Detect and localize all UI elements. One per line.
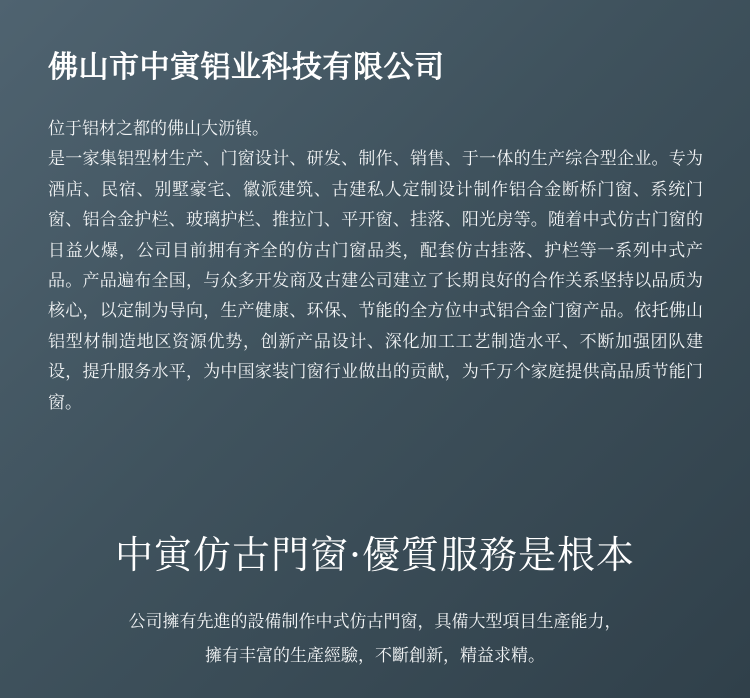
- intro-location: 位于铝材之都的佛山大沥镇。: [48, 119, 269, 139]
- company-introduction: [48, 114, 703, 418]
- subtext-line-2: 擁有丰富的生產經驗，不斷創新，精益求精。: [205, 646, 545, 666]
- slogan-heading: 中寅仿古門窗·優質服務是根本: [114, 533, 636, 577]
- slogan-subtext: [0, 605, 750, 673]
- company-title: 佛山市中寅铝业科技有限公司: [48, 50, 445, 85]
- intro-paragraph: 是一家集铝型材生产、门窗设计、研发、制作、销售、于一体的生产综合型企业。专为酒店、民宿、别墅豪宅、徽派建筑、古建私人定制设计制作铝合金断桥门窗、系统门窗、铝合金护栏、玻璃护栏、推拉门、平开窗、挂落、阳光房等。随着中式仿古门窗的日益火爆，公司目前拥有齐全的仿古门窗品类，配套仿古挂落、护栏等一系列中式产品。产品遍布全国，与众多开发商及古建公司建立了长期良好的合作关系坚持以品质为核心，以定制为导向，生产健康、环保、节能的全方位中式铝合金门窗产品。依托佛山铝型材制造地区资源优势，创新产品设计、深化加工工艺制造水平、不断加强团队建设，提升服务水平，为中国家装门窗行业做出的贡献，为千万个家庭提供高品质节能门窗。: [48, 149, 703, 413]
- subtext-line-1: 公司擁有先進的設備制作中式仿古門窗，具備大型項目生產能力，: [128, 612, 622, 632]
